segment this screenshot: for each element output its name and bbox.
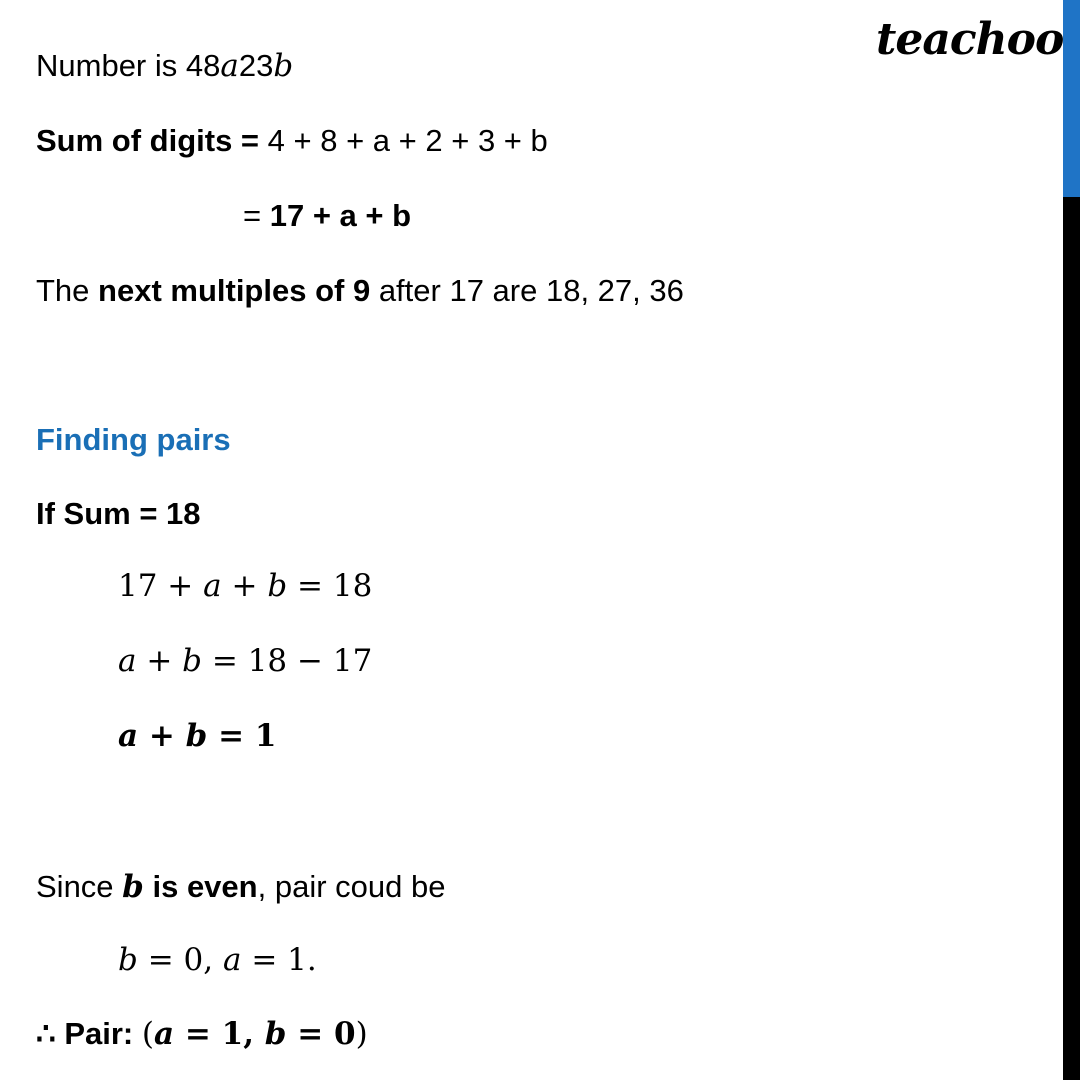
multiples-bold: next multiples of 9 <box>98 273 371 308</box>
multiples-pre: The <box>36 273 99 308</box>
pair-values-line <box>118 942 317 978</box>
equals-sign: = <box>243 198 262 233</box>
since-pre: Since <box>36 869 123 904</box>
equation-a-plus-b-difference <box>118 643 373 679</box>
pair-var-b: b <box>118 942 138 978</box>
number-label: Number is <box>36 48 186 83</box>
sum-of-digits-expression: 4 + 8 + a + 2 + 3 + b <box>267 123 548 158</box>
side-accent-bar-blue <box>1063 0 1080 197</box>
conclusion-var-a: a <box>153 1016 175 1052</box>
eq2-term2: = 18 − 17 <box>202 643 373 679</box>
eq1-term2: + <box>221 568 268 604</box>
teachoo-logo: teachoo <box>876 14 1064 65</box>
number-statement <box>36 50 293 82</box>
multiples-of-9-line <box>36 275 684 306</box>
conclusion-close-paren: ) <box>355 1016 368 1052</box>
conclusion-term1: = 1, <box>174 1016 265 1052</box>
eq2-var-a: a <box>118 643 137 679</box>
conclusion-line <box>36 1018 368 1050</box>
eq1-var-b: b <box>267 568 288 604</box>
since-var-b: b <box>122 869 144 905</box>
pair-term1: = 0, <box>137 942 223 978</box>
since-post: , pair coud be <box>257 869 446 904</box>
conclusion-term2: = 0 <box>286 1016 356 1052</box>
sum-of-digits-label: Sum of digits = <box>36 123 260 158</box>
eq2-var-b: b <box>182 643 203 679</box>
since-b-is-even-line <box>36 871 445 903</box>
if-sum-18-label: If Sum = 18 <box>36 496 201 531</box>
number-var-b: b <box>273 48 294 84</box>
sum-simplified-expression: 17 + a + b <box>269 198 412 233</box>
eq1-term3: = 18 <box>287 568 373 604</box>
equation-a-plus-b-equals-1 <box>118 718 277 754</box>
finding-pairs-heading: Finding pairs <box>36 422 231 457</box>
eq3-var-a: a <box>118 718 139 754</box>
equation-17-plus-a-plus-b <box>118 568 373 604</box>
eq3-term1: + <box>138 718 186 754</box>
eq3-term2: = 1 <box>207 718 277 754</box>
number-part-48: 48 <box>185 48 221 83</box>
eq2-term1: + <box>136 643 183 679</box>
eq3-var-b: b <box>185 718 208 754</box>
eq1-var-a: a <box>203 568 222 604</box>
conclusion-prefix: ∴ Pair: <box>36 1016 142 1051</box>
side-accent-bar-black <box>1063 197 1080 1080</box>
number-part-23: 23 <box>238 48 274 83</box>
sum-of-digits-line <box>36 125 548 156</box>
since-bold: is even <box>143 869 258 904</box>
multiples-post: after 17 are 18, 27, 36 <box>370 273 684 308</box>
pair-term2: = 1. <box>241 942 317 978</box>
number-var-a: a <box>220 48 239 84</box>
sum-simplified-line <box>243 200 411 231</box>
eq1-term1: 17 + <box>118 568 204 604</box>
pair-var-a: a <box>222 942 242 978</box>
conclusion-var-b: b <box>264 1016 287 1052</box>
conclusion-open-paren: ( <box>141 1016 154 1052</box>
